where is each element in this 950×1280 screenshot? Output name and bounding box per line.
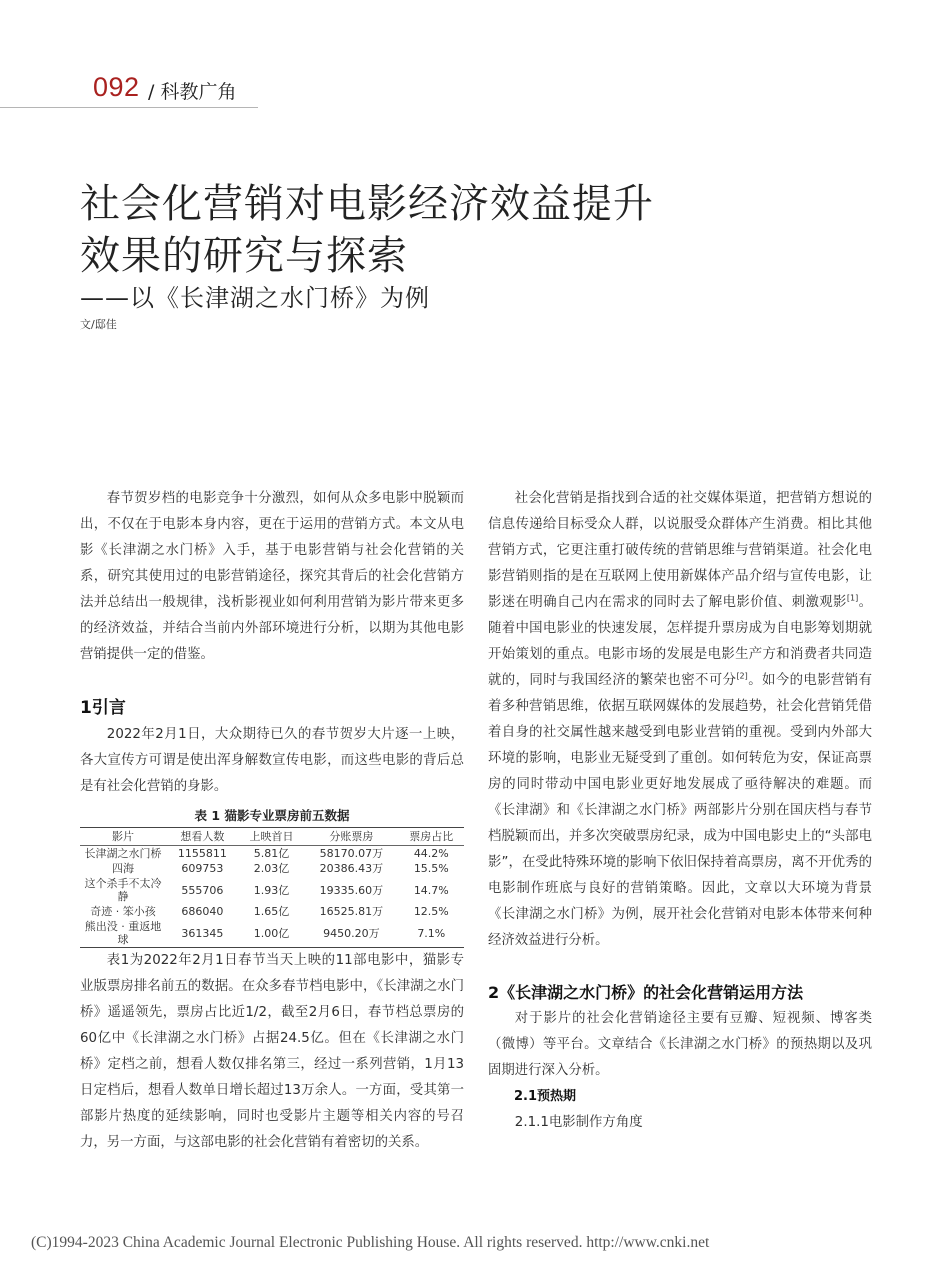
left-column: [80, 486, 464, 1156]
copyright-footer: (C)1994-2023 China Academic Journal Electronic Publishing House. All rights reserved. http://www.cnki.net: [31, 1234, 710, 1251]
table-cell: 2.03亿: [253, 862, 290, 875]
abstract-paragraph: 春节贺岁档的电影竞争十分激烈，如何从众多电影中脱颖而出，不仅在于电影本身内容，更在于运用的营销方式。本文从电影《长津湖之水门桥》入手，基于电影营销与社会化营销的关系，研究其使用过的电影营销途径，探究其背后的社会化营销方法并总结出一般规律，浅析影视业如何利用营销为影片带来更多的经济效益，并结合当前内外部环境进行分析，以期为其他电影营销提供一定的借鉴。: [80, 491, 464, 662]
after-table-paragraph: 表1为2022年2月1日春节当天上映的11部电影中，猫影专业版票房排名前五的数据。在众多春节档电影中，《长津湖之水门桥》遥遥领先，票房占比近1/2，截至2月6日，春节档总票房的60亿中《长津湖之水门桥》占据24.5亿。但在《长津湖之水门桥》定档之前，想看人数仅排名第三，经过一系列营销，1月13日定档后，想看人数单日增长超过13万余人。一方面，受其第一部影片热度的延续影响，同时也受影片主题等相关内容的号召力，另一方面，与这部电影的社会化营销有着密切的关系。: [80, 953, 464, 1150]
table-cell-film: 奇迹 · 笨小孩: [90, 905, 156, 918]
paragraph-text-1: 社会化营销是指找到合适的社交媒体渠道，把营销方想说的信息传递给目标受众人群，以说服受众群体产生消费。相比其他营销方式，它更注重打破传统的营销思维与营销渠道。社会化电影营销则指的是在互联网上使用新媒体产品介绍与宣传电影，让影迷在明确自己内在需求的同时去了解电影价值、刺激观影: [488, 491, 872, 610]
subsubsection-heading-producer: 2.1.1电影制作方角度: [514, 1115, 643, 1130]
right-column: [488, 486, 872, 1136]
table-cell-film: 四海: [112, 862, 134, 875]
table-cell-film: 长津湖之水门桥: [84, 847, 162, 860]
table-cell-film: 这个杀手不太冷静: [84, 877, 162, 903]
paragraph-text-3: 。如今的电影营销有着多种营销思维，依据互联网媒体的发展趋势，社会化营销凭借着自身的社交属性越来越受到电影业营销的重视。受到内外部大环境的影响，电影业无疑受到了重创。如何转危为安，保证高票房的同时带动中国电影业更好地发展成了亟待解决的难题。而《长津湖》和《长津湖之水门桥》两部影片分别在国庆档与春节档脱颖而出，并多次突破票房纪录，成为中国电影史上的“头部电影”，在受此特殊环境的影响下依旧保持着高票房，离不开优秀的电影制作班底与良好的营销策略。因此，文章以大环境为背景《长津湖之水门桥》为例，展开社会化营销对电影本体带来何种经济效益进行分析。: [488, 673, 872, 948]
table-cell: 1155811: [177, 847, 227, 860]
paragraph-text-2: 。随着中国电影业的快速发展，怎样提升票房成为自电影筹划期就开始策划的重点。电影市场的发展是电影生产方和消费者共同造就的，同时与我国经济的繁荣也密不可分: [488, 595, 873, 688]
table-cell: 555706: [181, 883, 224, 897]
title-line-1: 社会化营销对电影经济效益提升: [80, 181, 654, 227]
table-cell: 686040: [181, 905, 224, 918]
article-subtitle: ——以《长津湖之水门桥》为例: [80, 284, 430, 312]
social-marketing-paragraph: [488, 486, 872, 954]
table-cell: 1.65亿: [253, 905, 290, 918]
table-cell: 5.81亿: [253, 847, 290, 860]
table-header-cell: 影片: [80, 828, 166, 846]
table-header-row: [80, 828, 464, 846]
table-cell: 58170.07万: [319, 847, 384, 860]
table-cell: 15.5%: [413, 862, 449, 875]
header-rule: [0, 107, 258, 108]
table-cell: 20386.43万: [319, 862, 384, 875]
table-header-cell: 上映首日: [239, 828, 304, 846]
section-heading-methods: 2《长津湖之水门桥》的社会化营销运用方法: [488, 983, 804, 1002]
table-cell: 14.7%: [413, 883, 449, 897]
table-header-cell: 票房占比: [399, 828, 464, 846]
table-row: [80, 876, 464, 904]
citation-ref-1: [1]: [846, 593, 859, 603]
table-row: [80, 904, 464, 919]
table-header-cell: 分账票房: [304, 828, 398, 846]
table-cell: 1.00亿: [239, 919, 304, 948]
table-cell: 19335.60万: [319, 883, 384, 897]
table-cell: 1.93亿: [253, 883, 290, 897]
box-office-table: [80, 827, 464, 948]
table-cell: 12.5%: [413, 905, 449, 918]
section-name: / 科教广角: [148, 81, 237, 103]
table-row: [80, 861, 464, 876]
table-header-cell: 想看人数: [166, 828, 239, 846]
section-heading-intro: 1引言: [80, 698, 126, 718]
page-number: 092: [93, 72, 140, 102]
author-byline: 文/邸佳: [80, 318, 117, 331]
table-cell: 609753: [181, 862, 224, 875]
article-title: [80, 178, 654, 282]
table-cell: 16525.81万: [319, 905, 384, 918]
table-caption: 表 1 猫影专业票房前五数据: [194, 808, 350, 823]
subsection-heading-preheat: 2.1预热期: [514, 1089, 577, 1104]
table-cell: 7.1%: [399, 919, 464, 948]
table-cell: 361345: [166, 919, 239, 948]
citation-ref-2: [2]: [736, 671, 748, 681]
table-row: [80, 846, 464, 862]
table-cell-film: 熊出没 · 重返地球: [80, 919, 166, 948]
table-row: [80, 919, 464, 948]
intro-paragraph: 2022年2月1日，大众期待已久的春节贺岁大片逐一上映，各大宣传方可谓是使出浑身解数宣传电影，而这些电影的背后总是有社会化营销的身影。: [80, 727, 464, 794]
table-cell: 9450.20万: [304, 919, 398, 948]
title-line-2: 效果的研究与探索: [80, 233, 408, 279]
table-cell: 44.2%: [413, 847, 449, 860]
methods-paragraph: 对于影片的社会化营销途径主要有豆瓣、短视频、博客类（微博）等平台。文章结合《长津湖之水门桥》的预热期以及巩固期进行深入分析。: [488, 1011, 872, 1078]
